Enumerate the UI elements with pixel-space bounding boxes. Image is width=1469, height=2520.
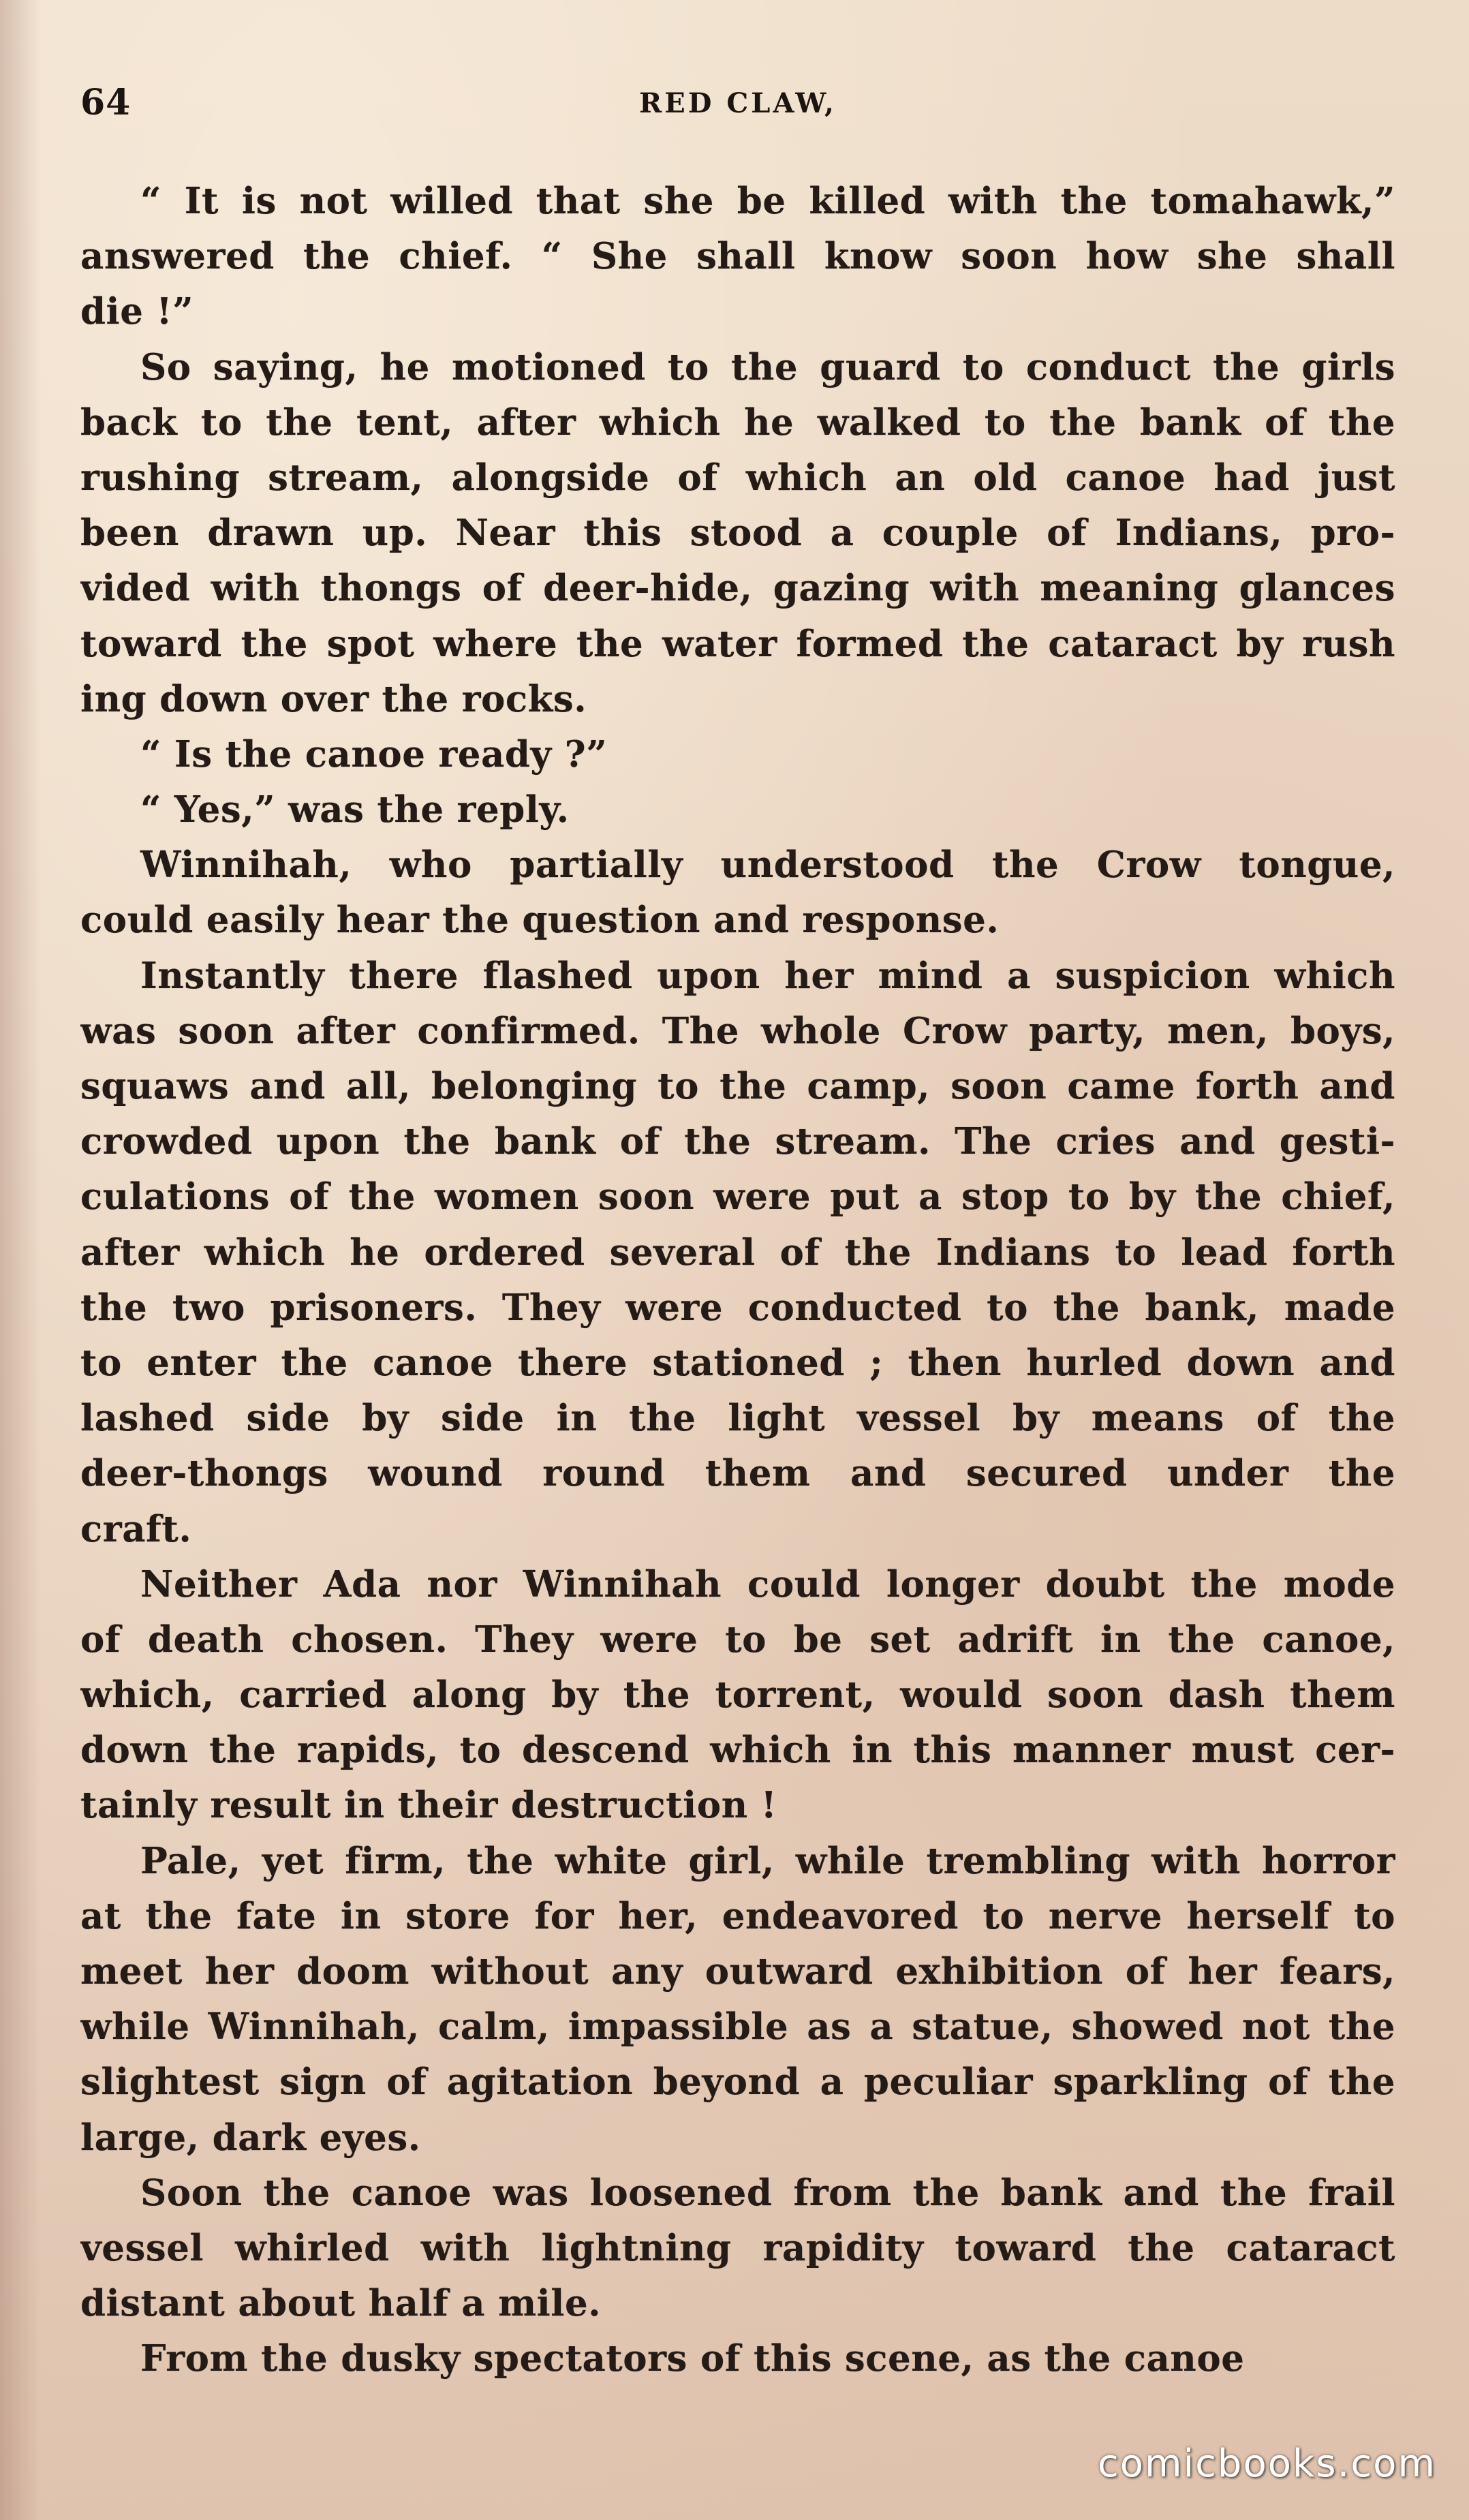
paragraph: [80, 1557, 1395, 1834]
text-line: the two prisoners. They were conducted to the bank, made: [80, 1286, 1395, 1329]
text-line: slightest sign of agitation beyond a peculiar sparkling of the: [80, 2061, 1395, 2104]
paragraph: [80, 838, 1395, 948]
text-line: could easily hear the question and response.: [80, 899, 1000, 942]
text-line: Neither Ada nor Winnihah could longer doubt the mode: [140, 1563, 1395, 1605]
text-line: after which he ordered several of the Indians to lead forth: [80, 1231, 1395, 1274]
text-line: From the dusky spectators of this scene, as the canoe: [140, 2337, 1245, 2380]
text-line: ing down over the rocks.: [80, 677, 587, 720]
paragraph: [80, 782, 1395, 838]
paragraph: [80, 1834, 1395, 2166]
paragraph: [80, 340, 1395, 727]
text-line: lashed side by side in the light vessel by means of the: [80, 1397, 1395, 1440]
text-line: to enter the canoe there stationed ; then hurled down and: [80, 1341, 1395, 1384]
text-line: vessel whirled with lightning rapidity toward the cataract: [80, 2226, 1395, 2269]
text-line: was soon after confirmed. The whole Crow party, men, boys,: [80, 1009, 1395, 1052]
text-line: Soon the canoe was loosened from the bank and the frail: [140, 2171, 1395, 2214]
paragraph: [80, 727, 1395, 782]
paragraph: [80, 949, 1395, 1557]
text-line: “ Yes,” was the reply.: [140, 788, 570, 831]
text-line: vided with thongs of deer-hide, gazing with meaning glances: [80, 567, 1395, 610]
text-line: culations of the women soon were put a stop to by the chief,: [80, 1176, 1395, 1218]
body-text: [80, 174, 1395, 2387]
gutter-shadow: [0, 0, 41, 2520]
text-line: Instantly there flashed upon her mind a suspicion which: [140, 954, 1395, 997]
text-line: deer-thongs wound round them and secured under the: [80, 1452, 1395, 1495]
text-line: down the rapids, to descend which in this manner must cer-: [80, 1729, 1395, 1772]
paragraph: [80, 174, 1395, 340]
text-line: meet her doom without any outward exhibition of her fears,: [80, 1950, 1395, 1993]
text-line: “ It is not willed that she be killed with the tomahawk,”: [140, 180, 1395, 222]
page-header: [80, 82, 1395, 136]
text-line: at the fate in store for her, endeavored to nerve herself to: [80, 1894, 1395, 1937]
text-line: answered the chief. “ She shall know soon how she shall: [80, 235, 1395, 278]
text-line: tainly result in their destruction !: [80, 1784, 777, 1827]
text-line: die !”: [80, 290, 194, 333]
text-line: craft.: [80, 1507, 192, 1550]
text-line: been drawn up. Near this stood a couple of Indians, pro-: [80, 512, 1395, 555]
text-line: “ Is the canoe ready ?”: [140, 733, 608, 775]
text-line: of death chosen. They were to be set adrift in the canoe,: [80, 1618, 1395, 1661]
text-line: distant about half a mile.: [80, 2282, 602, 2325]
running-head: RED CLAW,: [639, 87, 837, 119]
text-line: squaws and all, belonging to the camp, soon came forth and: [80, 1065, 1395, 1107]
text-line: Pale, yet firm, the white girl, while trembling with horror: [140, 1839, 1395, 1882]
text-line: back to the tent, after which he walked to the bank of the: [80, 401, 1395, 444]
text-line: So saying, he motioned to the guard to conduct the girls: [140, 345, 1395, 388]
text-line: toward the spot where the water formed the cataract by rush: [80, 622, 1395, 665]
text-line: large, dark eyes.: [80, 2116, 421, 2159]
text-line: which, carried along by the torrent, would soon dash them: [80, 1674, 1395, 1717]
watermark: comicbooks.com: [1097, 2442, 1436, 2486]
paragraph: [80, 2331, 1395, 2386]
text-line: Winnihah, who partially understood the Crow tongue,: [140, 844, 1395, 887]
text-line: crowded upon the bank of the stream. The cries and gesti-: [80, 1120, 1395, 1163]
text-line: rushing stream, alongside of which an old canoe had just: [80, 456, 1395, 499]
paragraph: [80, 2166, 1395, 2332]
text-line: while Winnihah, calm, impassible as a statue, showed not the: [80, 2006, 1395, 2048]
page-number: 64: [80, 82, 132, 123]
